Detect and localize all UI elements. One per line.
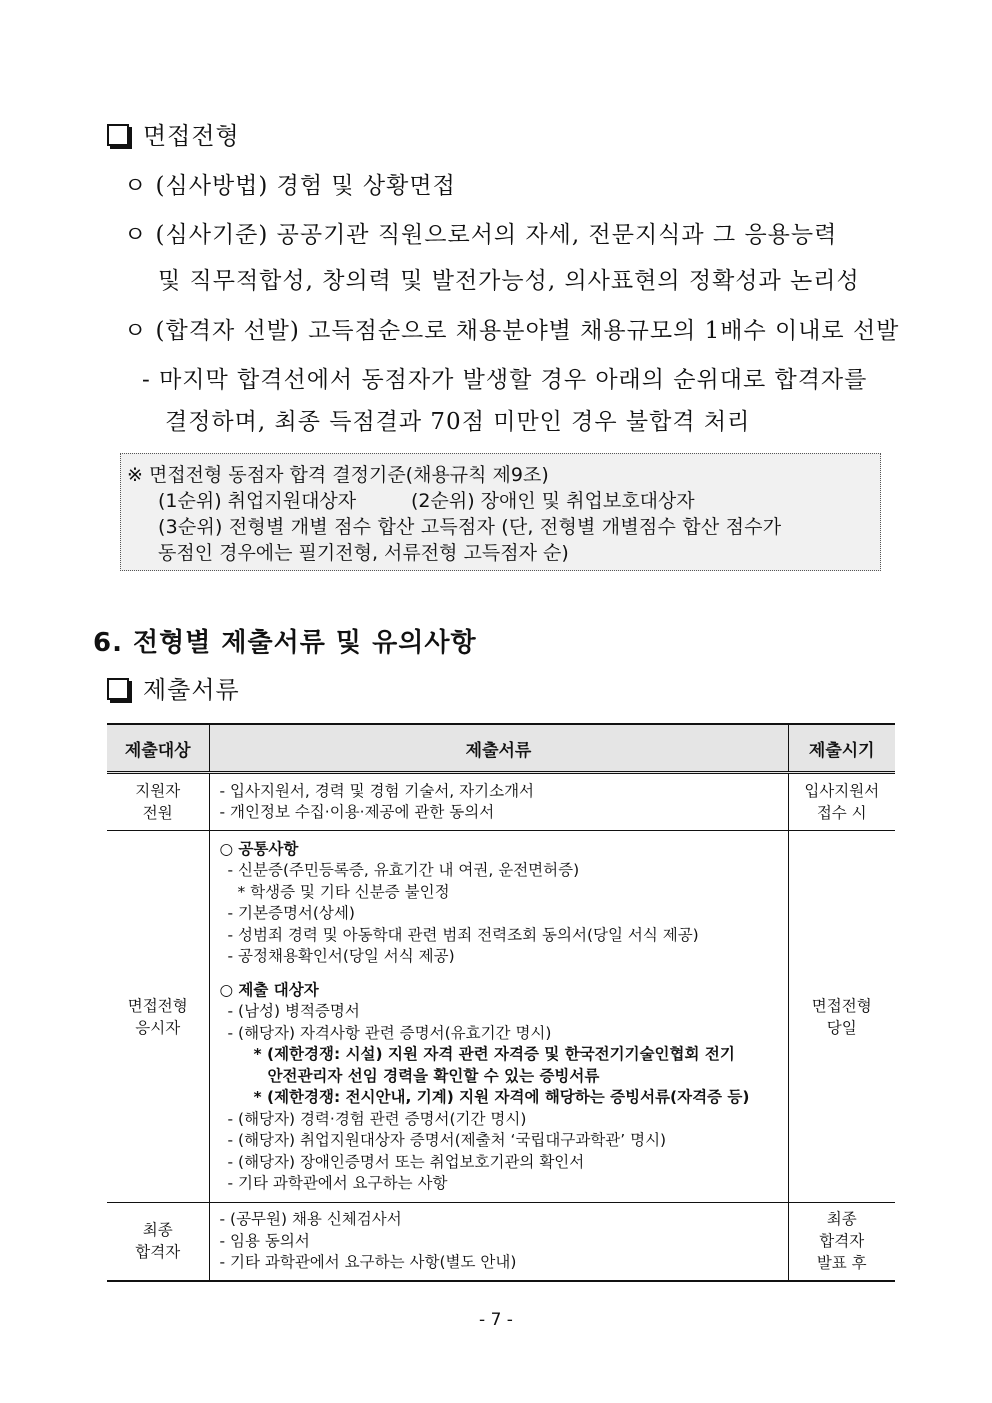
target-line: 합격자	[135, 1243, 181, 1262]
table-row	[107, 773, 895, 831]
document-item: - (남성) 병적증명서	[227, 1002, 360, 1020]
target-line: 전원	[142, 804, 173, 822]
interview-heading	[107, 116, 240, 151]
tie-break-note-box	[120, 453, 881, 571]
document-item: - 개인정보 수집·이용·제공에 관한 동의서	[219, 803, 495, 821]
note-rank3-line2: 동점인 경우에는 필기전형, 서류전형 고득점자 순)	[158, 542, 569, 564]
target-line: 응시자	[135, 1018, 181, 1037]
row-documents	[209, 773, 788, 831]
document-item: - 성범죄 경력 및 아동학대 관련 범죄 전력조회 동의서(당일 서식 제공)	[227, 925, 699, 944]
target-line: 면접전형	[127, 996, 188, 1015]
interview-criteria-line-cont: 및 직무적합성, 창의력 및 발전가능성, 의사표현의 정확성과 논리성	[158, 268, 860, 294]
timing-line: 당일	[826, 1018, 857, 1037]
note-rank1: (1순위) 취업지원대상자	[158, 490, 357, 512]
interview-method-line: ㅇ (심사방법) 경험 및 상황면접	[124, 173, 456, 199]
header-target: 제출대상	[107, 724, 209, 773]
document-item: - (공무원) 채용 신체검사서	[219, 1210, 402, 1228]
note-rank2: (2순위) 장애인 및 취업보호대상자	[411, 490, 695, 512]
group-title: ○ 제출 대상자	[219, 980, 319, 999]
header-timing: 제출시기	[788, 724, 895, 773]
document-item: - 공정채용확인서(당일 서식 제공)	[227, 947, 455, 965]
table-row	[107, 831, 895, 1203]
page-number: - 7 -	[479, 1310, 513, 1330]
document-item: - 기본증명서(상세)	[227, 904, 355, 922]
row-target	[107, 1203, 209, 1281]
note-title: ※ 면접전형 동점자 합격 결정기준(채용규칙 제9조)	[127, 464, 549, 486]
interview-heading-text: 면접전형	[143, 122, 240, 150]
document-item: - (해당자) 경력·경험 관련 증명서(기간 명시)	[227, 1109, 527, 1128]
row-target	[107, 831, 209, 1203]
section-6-title: 6. 전형별 제출서류 및 유의사항	[93, 628, 477, 658]
document-item: - 신분증(주민등록증, 유효기간 내 여권, 운전면허증)	[227, 861, 580, 879]
row-documents	[209, 831, 788, 1203]
group-title: ○ 공통사항	[219, 839, 299, 858]
note-rank3-line1: (3순위) 전형별 개별 점수 합산 고득점자 (단, 전형별 개별점수 합산 점수가	[158, 516, 782, 538]
group-spacer	[220, 968, 780, 980]
target-line: 지원자	[135, 782, 181, 800]
interview-tie-line: - 마지막 합격선에서 동점자가 발생할 경우 아래의 순위대로 합격자를	[142, 367, 868, 393]
timing-line: 접수 시	[816, 804, 867, 822]
row-timing	[788, 1203, 895, 1281]
checkbox-square-icon	[107, 124, 129, 146]
documents-heading	[107, 670, 240, 705]
document-item: - 입사지원서, 경력 및 경험 기술서, 자기소개서	[219, 781, 535, 800]
table-header-row	[107, 724, 895, 773]
document-item: - 기타 과학관에서 요구하는 사항	[227, 1174, 448, 1192]
row-timing	[788, 773, 895, 831]
checkbox-square-icon	[107, 678, 129, 700]
timing-line: 발표 후	[816, 1254, 867, 1273]
documents-heading-text: 제출서류	[143, 676, 240, 704]
interview-tie-line-cont: 결정하며, 최종 득점결과 70점 미만인 경우 불합격 처리	[165, 409, 751, 435]
row-documents	[209, 1203, 788, 1281]
document-item: - (해당자) 장애인증명서 또는 취업보호기관의 확인서	[227, 1152, 585, 1171]
document-item: - (해당자) 취업지원대상자 증명서(제출처 ‘국립대구과학관’ 명시)	[227, 1131, 667, 1149]
header-documents: 제출서류	[209, 724, 788, 773]
interview-selection-line: ㅇ (합격자 선발) 고득점순으로 채용분야별 채용규모의 1배수 이내로 선발	[124, 318, 900, 344]
timing-line: 합격자	[819, 1232, 865, 1251]
documents-table	[107, 723, 895, 1282]
document-item: - 기타 과학관에서 요구하는 사항(별도 안내)	[219, 1253, 517, 1271]
timing-line: 면접전형	[811, 996, 872, 1015]
target-line: 최종	[142, 1221, 173, 1240]
row-timing	[788, 831, 895, 1203]
timing-line: 입사지원서	[804, 782, 880, 800]
document-note: * 학생증 및 기타 신분증 불인정	[237, 882, 450, 901]
document-note: * (제한경쟁: 시설) 지원 자격 관련 자격증 및 한국전기기술인협회 전기	[253, 1045, 735, 1063]
row-target	[107, 773, 209, 831]
document-note: 안전관리자 선임 경력을 확인할 수 있는 증빙서류	[267, 1066, 600, 1085]
document-note: * (제한경쟁: 전시안내, 기계) 지원 자격에 해당하는 증빙서류(자격증 등)	[253, 1088, 750, 1106]
timing-line: 최종	[826, 1210, 857, 1229]
table-row	[107, 1203, 895, 1281]
document-item: - (해당자) 자격사항 관련 증명서(유효기간 명시)	[227, 1023, 552, 1042]
interview-criteria-line: ㅇ (심사기준) 공공기관 직원으로서의 자세, 전문지식과 그 응용능력	[124, 222, 838, 248]
document-item: - 임용 동의서	[219, 1231, 310, 1250]
